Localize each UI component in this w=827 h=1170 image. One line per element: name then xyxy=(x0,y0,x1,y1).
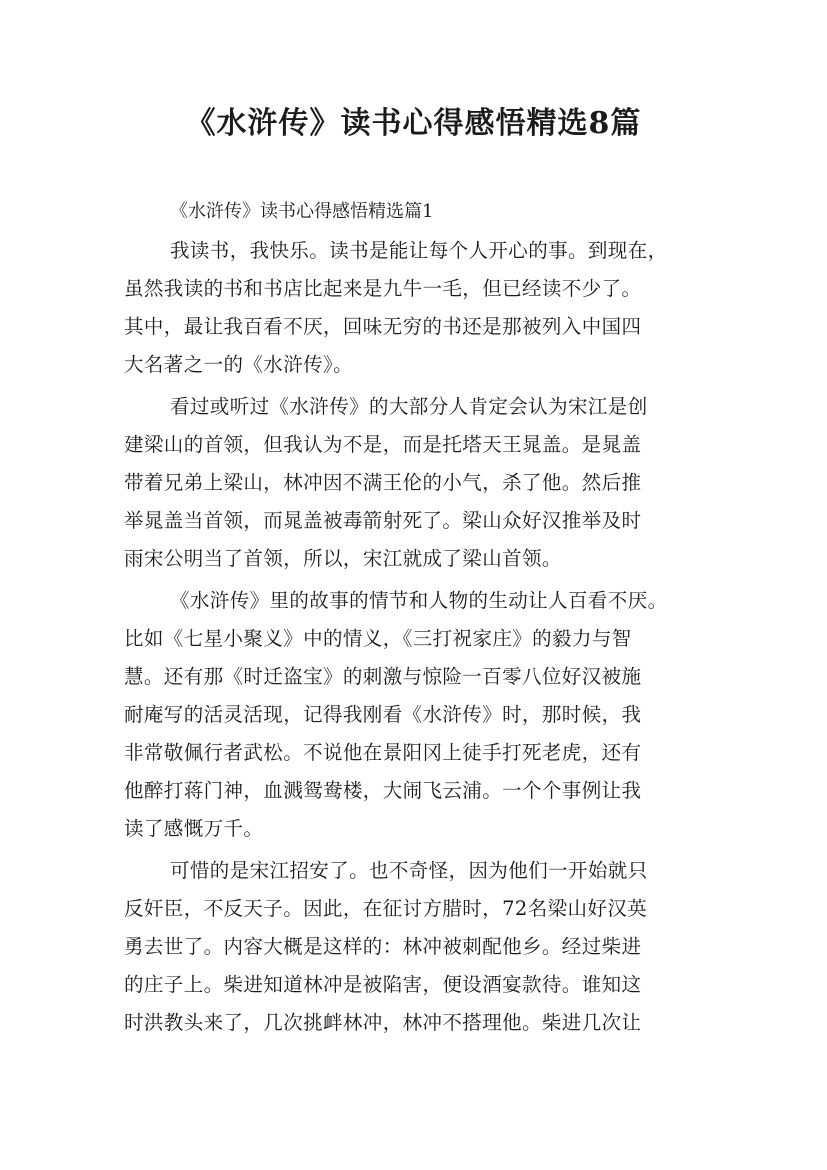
body-line: 《水浒传》里的故事的情节和人物的生动让人百看不厌。 xyxy=(170,589,668,612)
body-line: 可惜的是宋江招安了。也不奇怪，因为他们一开始就只 xyxy=(170,859,648,882)
body-line: 其中，最让我百看不厌，回味无穷的书还是那被列入中国四 xyxy=(124,315,642,338)
body-line: 举晁盖当首领，而晁盖被毒箭射死了。梁山众好汉推举及时 xyxy=(124,509,642,532)
body-line: 雨宋公明当了首领，所以，宋江就成了梁山首领。 xyxy=(124,547,562,570)
body-line: 我读书，我快乐。读书是能让每个人开心的事。到现在， xyxy=(170,239,668,262)
body-line: 的庄子上。柴进知道林冲是被陷害，便设酒宴款待。谁知这 xyxy=(124,973,642,996)
document-title: 《水浒传》读书心得感悟精选8篇 xyxy=(185,106,642,141)
body-line: 虽然我读的书和书店比起来是九牛一毛，但已经读不少了。 xyxy=(124,277,642,300)
section-heading: 《水浒传》读书心得感悟精选篇1 xyxy=(170,201,434,222)
body-line: 带着兄弟上梁山，林冲因不满王伦的小气，杀了他。然后推 xyxy=(124,471,642,494)
body-line: 耐庵写的活灵活现，记得我刚看《水浒传》时，那时候，我 xyxy=(124,703,642,726)
body-line: 时洪教头来了，几次挑衅林冲，林冲不搭理他。柴进几次让 xyxy=(124,1011,642,1034)
body-line: 大名著之一的《水浒传》。 xyxy=(124,353,354,376)
body-line: 勇去世了。内容大概是这样的：林冲被刺配他乡。经过柴进 xyxy=(124,935,642,958)
body-line: 看过或听过《水浒传》的大部分人肯定会认为宋江是创 xyxy=(170,395,648,418)
body-line: 非常敬佩行者武松。不说他在景阳冈上徒手打死老虎，还有 xyxy=(124,741,642,764)
body-line: 慧。还有那《时迁盗宝》的刺激与惊险一百零八位好汉被施 xyxy=(124,665,642,688)
body-line: 他醉打蒋门神，血溅鸳鸯楼，大闹飞云浦。一个个事例让我 xyxy=(124,779,642,802)
body-line: 建梁山的首领，但我认为不是，而是托塔天王晁盖。是晁盖 xyxy=(124,433,642,456)
body-line: 比如《七星小聚义》中的情义，《三打祝家庄》的毅力与智 xyxy=(124,627,632,650)
body-line: 读了感慨万千。 xyxy=(124,817,264,840)
body-line: 反奸臣，不反天子。因此，在征讨方腊时，72名梁山好汉英 xyxy=(124,897,648,920)
